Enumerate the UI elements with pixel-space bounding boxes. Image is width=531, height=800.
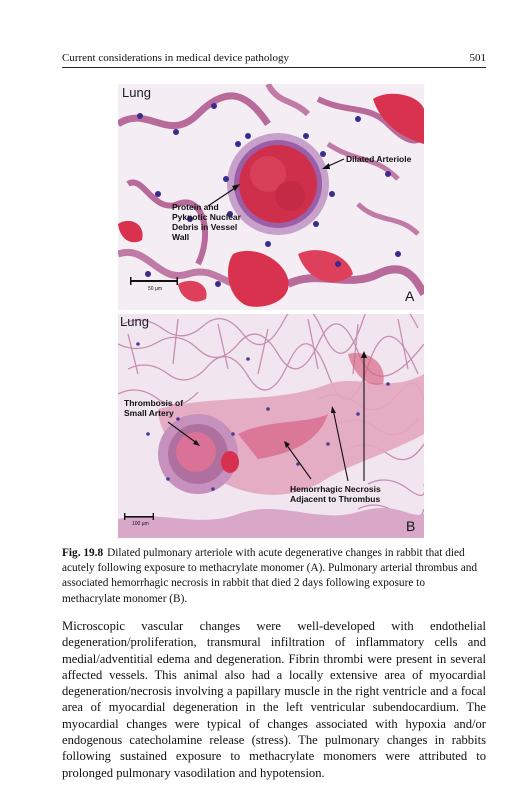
body-paragraph: Microscopic vascular changes were well-developed with endothelial degeneration/proliferation, transmural infiltration of inflammatory cells and medial/adventitial edema and degeneration. Fibrin thrombi were present in several affected vessels. This animal also had a locally extensive area of myocardial degeneration/necrosis involving a papillary muscle in the right ventricle and a focal area of myocardial degeneration in the left ventricular subendocardium. The myocardial changes were typical of changes associated with hypoxia and/or endogenous catecholamine release (stress). The pulmonary changes in rabbits following sustained exposure to methacrylate monomers were attributed to prolonged pulmonary vasodilation and hypotension.	[62, 619, 486, 780]
figure-caption-label: Fig. 19.8	[62, 547, 104, 559]
panel-a-scale-bar-label: 50 µm	[148, 286, 162, 292]
micrograph-b-image	[118, 314, 424, 538]
panel-b-letter: B	[406, 518, 416, 534]
running-header-title: Current considerations in medical device pathology	[62, 52, 289, 64]
label-thrombosis: Thrombosis of Small Artery	[124, 398, 184, 418]
figure-caption	[62, 546, 486, 607]
panel-a-region-label: Lung	[122, 85, 151, 100]
running-header	[62, 52, 486, 64]
figure-caption-text: Dilated pulmonary arteriole with acute degenerative changes in rabbit that died acutely following exposure to methacrylate monomer (A). Pulmonary arterial thrombus and associated hemorrhagic necrosis in rabbit that died 2 days following exposure to methacrylate monomer (B).	[62, 547, 478, 605]
label-protein-debris: Protein and Pyknotic Nuclear Debris in Vessel Wall	[172, 202, 241, 242]
micrograph-panel-a	[118, 84, 424, 310]
micrograph-a-image	[118, 84, 424, 310]
label-hemorrhagic-necrosis: Hemorrhagic Necrosis Adjacent to Thrombus	[290, 484, 381, 504]
header-rule	[62, 67, 486, 68]
panel-b-region-label: Lung	[120, 314, 149, 329]
page-number: 501	[469, 52, 486, 64]
micrograph-panel-b	[118, 314, 424, 538]
label-dilated-arteriole: Dilated Arteriole	[346, 154, 412, 164]
panel-a-letter: A	[405, 288, 415, 304]
panel-b-scale-bar-label: 100 µm	[132, 521, 149, 527]
